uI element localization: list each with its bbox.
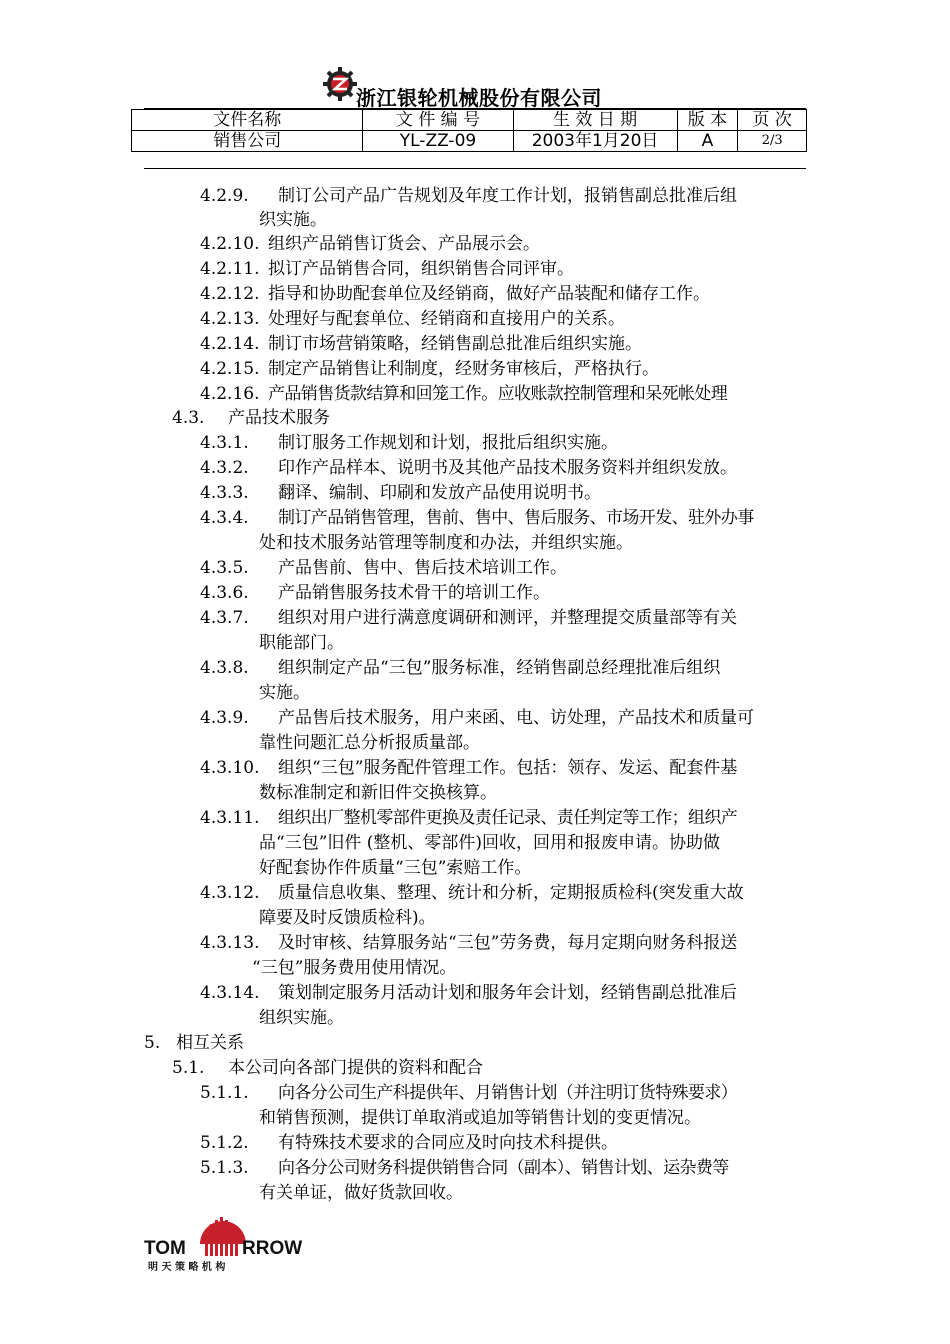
list-item: 5.1.3. 向各分公司财务科提供销售合同（副本）、销售计划、运杂费等	[200, 1158, 729, 1178]
list-item: 4.2.13. 处理好与配套单位、经销商和直接用户的关系。	[200, 309, 625, 329]
list-item: 4.2.16. 产品销售货款结算和回笼工作。应收账款控制管理和呆死帐处理	[200, 384, 728, 404]
value-version: A	[677, 131, 738, 152]
list-item-continuation: 好配套协作件质量“三包”索赔工作。	[259, 858, 532, 878]
list-item: 4.3.1. 制订服务工作规划和计划，报批后组织实施。	[200, 433, 618, 453]
value-file-name: 销售公司	[132, 131, 363, 152]
section-heading: 4.3. 产品技术服务	[172, 408, 330, 428]
tomorrow-brand-logo	[142, 1212, 304, 1274]
list-item: 4.3.5. 产品售前、售中、售后技术培训工作。	[200, 558, 567, 578]
list-item: 4.2.12. 指导和协助配套单位及经销商，做好产品装配和储存工作。	[200, 284, 710, 304]
label-file-name: 文件名称	[132, 110, 363, 131]
list-item: 5.1.2. 有特殊技术要求的合同应及时向技术科提供。	[200, 1133, 618, 1153]
value-effective-date: 2003年1月20日	[513, 131, 677, 152]
list-item-continuation: 数标准制定和新旧件交换核算。	[259, 783, 497, 803]
list-item: 4.3.12. 质量信息收集、整理、统计和分析，定期报质检科(突发重大故	[200, 883, 744, 903]
list-item: 4.3.6. 产品销售服务技术骨干的培训工作。	[200, 583, 550, 603]
list-item-continuation: “三包”服务费用使用情况。	[252, 958, 457, 978]
list-item-continuation: 实施。	[259, 683, 310, 703]
document-info-table	[131, 109, 807, 152]
label-effective-date: 生 效 日 期	[513, 110, 677, 131]
label-file-code: 文 件 编 号	[363, 110, 513, 131]
list-item-continuation: 组织实施。	[259, 1008, 344, 1028]
list-item: 4.3.11. 组织出厂整机零部件更换及责任记录、责任判定等工作；组织产	[200, 808, 738, 828]
label-version: 版 本	[677, 110, 738, 131]
value-file-code: YL-ZZ-09	[363, 131, 513, 152]
list-item: 4.3.2. 印作产品样本、说明书及其他产品技术服务资料并组织发放。	[200, 458, 737, 478]
list-item-continuation: 和销售预测，提供订单取消或追加等销售计划的变更情况。	[259, 1108, 701, 1128]
list-item: 4.2.10. 组织产品销售订货会、产品展示会。	[200, 234, 540, 254]
list-item-continuation: 职能部门。	[259, 633, 344, 653]
list-item: 4.3.7. 组织对用户进行满意度调研和测评，并整理提交质量部等有关	[200, 608, 737, 628]
list-item: 4.2.15. 制定产品销售让利制度，经财务审核后，严格执行。	[200, 359, 659, 379]
brand-text-left: TOM	[144, 1238, 186, 1259]
list-item-continuation: 靠性问题汇总分析报质量部。	[259, 733, 480, 753]
list-item: 4.3.9. 产品售后技术服务，用户来函、电、访处理，产品技术和质量可	[200, 708, 754, 728]
list-item: 4.3.4. 制订产品销售管理，售前、售中、售后服务、市场开发、驻外办事	[200, 508, 754, 528]
section-heading: 5.1. 本公司向各部门提供的资料和配合	[172, 1058, 483, 1078]
list-item-continuation: 品“三包”旧件 (整机、零部件)回收，回用和报废申请。协助做	[259, 833, 721, 853]
list-item-continuation: 织实施。	[259, 210, 327, 230]
list-item: 4.3.14. 策划制定服务月活动计划和服务年会计划，经销售副总批准后	[200, 983, 737, 1003]
list-item-continuation: 处和技术服务站管理等制度和办法，并组织实施。	[259, 533, 633, 553]
label-page: 页 次	[738, 110, 807, 131]
section-heading: 5. 相互关系	[144, 1033, 244, 1053]
list-item-continuation: 有关单证，做好货款回收。	[259, 1183, 463, 1203]
list-item: 4.3.10. 组织“三包”服务配件管理工作。包括：领存、发运、配套件基	[200, 758, 738, 778]
list-item: 4.3.8. 组织制定产品“三包”服务标准，经销售副总经理批准后组织	[200, 658, 721, 678]
value-page: 2/3	[738, 131, 807, 152]
building-skyline-icon	[200, 1217, 246, 1256]
company-gear-logo-icon	[322, 66, 358, 102]
list-item-continuation: 障要及时反馈质检科)。	[259, 908, 436, 928]
list-item: 4.2.14. 制订市场营销策略，经销售副总批准后组织实施。	[200, 334, 642, 354]
list-item: 5.1.1. 向各分公司生产科提供年、月销售计划（并注明订货特殊要求）	[200, 1083, 738, 1103]
brand-subtitle: 明 天 策 略 机 构	[148, 1262, 226, 1273]
header-rule-bottom	[144, 168, 806, 169]
list-item: 4.2.9. 制订公司产品广告规划及年度工作计划，报销售副总批准后组	[200, 186, 737, 206]
list-item: 4.3.13. 及时审核、结算服务站“三包”劳务费，每月定期向财务科报送	[200, 933, 738, 953]
company-name: 浙江银轮机械股份有限公司	[356, 86, 602, 110]
brand-text-right: RROW	[242, 1238, 303, 1259]
list-item: 4.3.3. 翻译、编制、印刷和发放产品使用说明书。	[200, 483, 601, 503]
list-item: 4.2.11. 拟订产品销售合同，组织销售合同评审。	[200, 259, 574, 279]
